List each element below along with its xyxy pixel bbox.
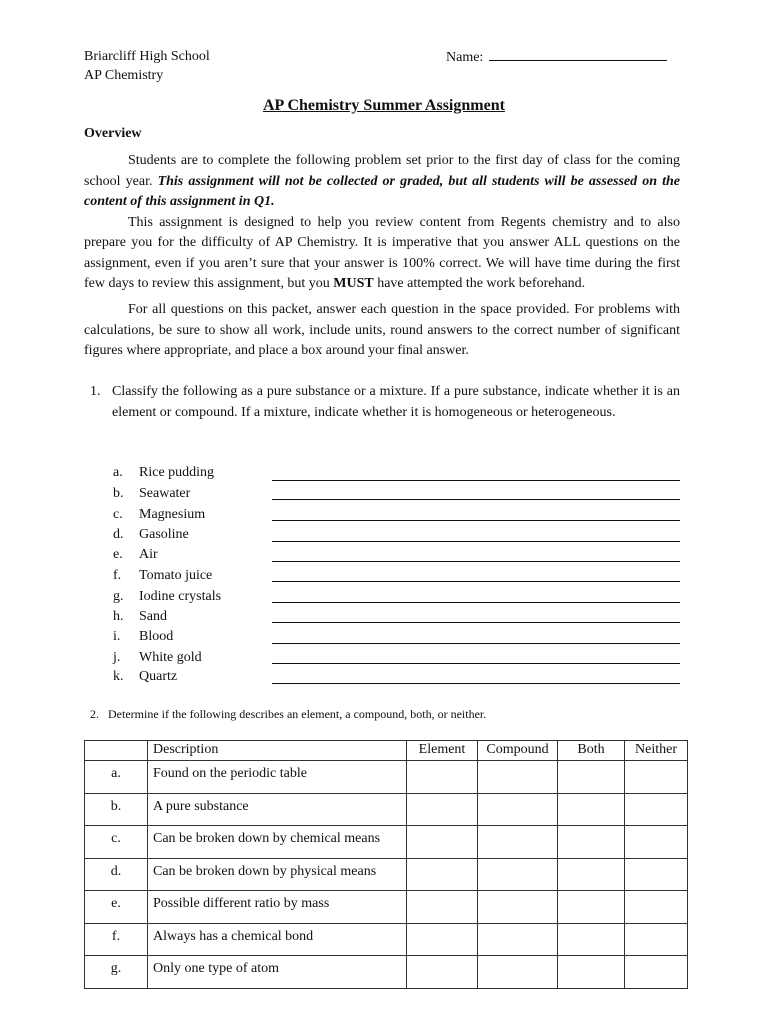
element-cell[interactable] — [407, 826, 478, 859]
item-label: Sand — [139, 609, 167, 624]
paragraph-1-emphasis: This assignment will not be collected or graded, but all students will be assessed on the content of this assignment in Q1. — [84, 173, 681, 209]
table-row — [85, 793, 688, 826]
answer-line[interactable] — [272, 602, 680, 603]
answer-line[interactable] — [272, 643, 680, 644]
table-row — [85, 761, 688, 794]
item-letter: e. — [113, 547, 123, 562]
table-row — [85, 956, 688, 989]
row-description: Found on the periodic table — [148, 761, 407, 794]
header-neither: Neither — [625, 741, 688, 761]
neither-cell[interactable] — [625, 923, 688, 956]
item-letter: h. — [113, 609, 124, 624]
neither-cell[interactable] — [625, 793, 688, 826]
overview-heading: Overview — [84, 126, 142, 141]
both-cell[interactable] — [558, 923, 625, 956]
question-1-number: 1. — [90, 384, 101, 399]
page-title: AP Chemistry Summer Assignment — [263, 97, 505, 114]
paragraph-2-must: MUST — [333, 276, 374, 291]
item-letter: c. — [113, 507, 123, 522]
element-cell[interactable] — [407, 923, 478, 956]
paragraph-1 — [84, 151, 680, 213]
row-description: Only one type of atom — [148, 956, 407, 989]
table-row — [85, 891, 688, 924]
row-letter: a. — [85, 761, 148, 794]
item-letter: d. — [113, 527, 124, 542]
answer-line[interactable] — [272, 622, 680, 623]
compound-cell[interactable] — [478, 956, 558, 989]
row-letter: g. — [85, 956, 148, 989]
row-letter: d. — [85, 858, 148, 891]
table-header-row — [85, 741, 688, 761]
question-2-text: Determine if the following describes an element, a compound, both, or neither. — [108, 707, 487, 721]
item-label: Blood — [139, 629, 174, 644]
compound-cell[interactable] — [478, 858, 558, 891]
paragraph-2-end: have attempted the work beforehand. — [373, 276, 586, 291]
item-letter: j. — [113, 650, 121, 665]
row-description: Can be broken down by physical means — [148, 858, 407, 891]
answer-line[interactable] — [272, 683, 680, 684]
classify-item — [113, 609, 167, 629]
name-blank-line[interactable] — [489, 47, 667, 61]
table-body — [85, 761, 688, 989]
compound-cell[interactable] — [478, 793, 558, 826]
item-letter: i. — [113, 629, 121, 644]
overview-text — [84, 151, 680, 295]
classify-item — [113, 527, 189, 547]
row-letter: b. — [85, 793, 148, 826]
school-name: Briarcliff High School — [84, 49, 210, 64]
item-label: Seawater — [139, 486, 191, 501]
compound-cell[interactable] — [478, 826, 558, 859]
both-cell[interactable] — [558, 956, 625, 989]
element-cell[interactable] — [407, 891, 478, 924]
element-cell[interactable] — [407, 858, 478, 891]
header-blank — [85, 741, 148, 761]
header-element: Element — [407, 741, 478, 761]
classify-item — [113, 547, 158, 567]
answer-line[interactable] — [272, 520, 680, 521]
table-row — [85, 826, 688, 859]
classify-item — [113, 650, 202, 670]
both-cell[interactable] — [558, 761, 625, 794]
classify-item — [113, 629, 173, 649]
element-cell[interactable] — [407, 761, 478, 794]
name-label: Name: — [446, 50, 484, 65]
element-cell[interactable] — [407, 793, 478, 826]
neither-cell[interactable] — [625, 891, 688, 924]
course-name: AP Chemistry — [84, 68, 164, 83]
student-name-field[interactable] — [446, 47, 667, 67]
row-letter: e. — [85, 891, 148, 924]
answer-line[interactable] — [272, 499, 680, 500]
header-both: Both — [558, 741, 625, 761]
row-letter: c. — [85, 826, 148, 859]
item-letter: b. — [113, 486, 124, 501]
item-label: White gold — [139, 650, 202, 665]
classify-item — [113, 669, 177, 689]
answer-line[interactable] — [272, 480, 680, 481]
question-1-text: Classify the following as a pure substance or a mixture. If a pure substance, indicate whether it is an element or compound. If a mixture, indicate whether it is homogeneous or heterogeneous. — [112, 384, 680, 420]
question-2 — [90, 707, 486, 722]
neither-cell[interactable] — [625, 956, 688, 989]
item-letter: k. — [113, 669, 124, 684]
item-label: Gasoline — [139, 527, 189, 542]
neither-cell[interactable] — [625, 761, 688, 794]
table-row — [85, 858, 688, 891]
item-label: Rice pudding — [139, 465, 215, 480]
row-description: Always has a chemical bond — [148, 923, 407, 956]
item-letter: f. — [113, 568, 122, 583]
header-description: Description — [148, 741, 407, 761]
classify-item — [113, 465, 214, 485]
item-label: Iodine crystals — [139, 589, 222, 604]
both-cell[interactable] — [558, 793, 625, 826]
neither-cell[interactable] — [625, 826, 688, 859]
header-compound: Compound — [478, 741, 558, 761]
paragraph-3: For all questions on this packet, answer each question in the space provided. For problems with calculations, be sure to show all work, include units, round answers to the correct number of significant figures where appropriate, and place a box around your final answer. — [84, 302, 680, 358]
both-cell[interactable] — [558, 826, 625, 859]
neither-cell[interactable] — [625, 858, 688, 891]
answer-line[interactable] — [272, 541, 680, 542]
answer-line[interactable] — [272, 561, 680, 562]
row-description: A pure substance — [148, 793, 407, 826]
item-label: Air — [139, 547, 158, 562]
answer-line[interactable] — [272, 663, 680, 664]
row-letter: f. — [85, 923, 148, 956]
both-cell[interactable] — [558, 858, 625, 891]
compound-cell[interactable] — [478, 891, 558, 924]
element-cell[interactable] — [407, 956, 478, 989]
question-2-table — [84, 740, 688, 989]
paragraph-2 — [84, 213, 680, 295]
item-label: Quartz — [139, 669, 178, 684]
compound-cell[interactable] — [478, 761, 558, 794]
paragraph-2-text: This assignment is designed to help you review content from Regents chemistry and to also prepare you for the difficulty of AP Chemistry. It is imperative that you answer ALL questions on the assignment, even if you aren’t sure that your answer is 100% correct. We will have time during the first few days to review this assignment, but you — [84, 214, 680, 291]
both-cell[interactable] — [558, 891, 625, 924]
answer-line[interactable] — [272, 581, 680, 582]
paragraph-1-text: Students are to complete the following problem set prior to the first day of class for the coming school year. — [84, 153, 680, 189]
item-label: Magnesium — [139, 507, 206, 522]
question-2-number: 2. — [90, 707, 99, 721]
row-description: Possible different ratio by mass — [148, 891, 407, 924]
question-1 — [90, 382, 680, 423]
row-description: Can be broken down by chemical means — [148, 826, 407, 859]
table-row — [85, 923, 688, 956]
item-letter: g. — [113, 589, 124, 604]
item-letter: a. — [113, 465, 123, 480]
classify-item — [113, 589, 221, 609]
classify-item — [113, 486, 190, 506]
compound-cell[interactable] — [478, 923, 558, 956]
classify-item — [113, 507, 205, 527]
item-label: Tomato juice — [139, 568, 213, 583]
classify-item — [113, 568, 212, 588]
